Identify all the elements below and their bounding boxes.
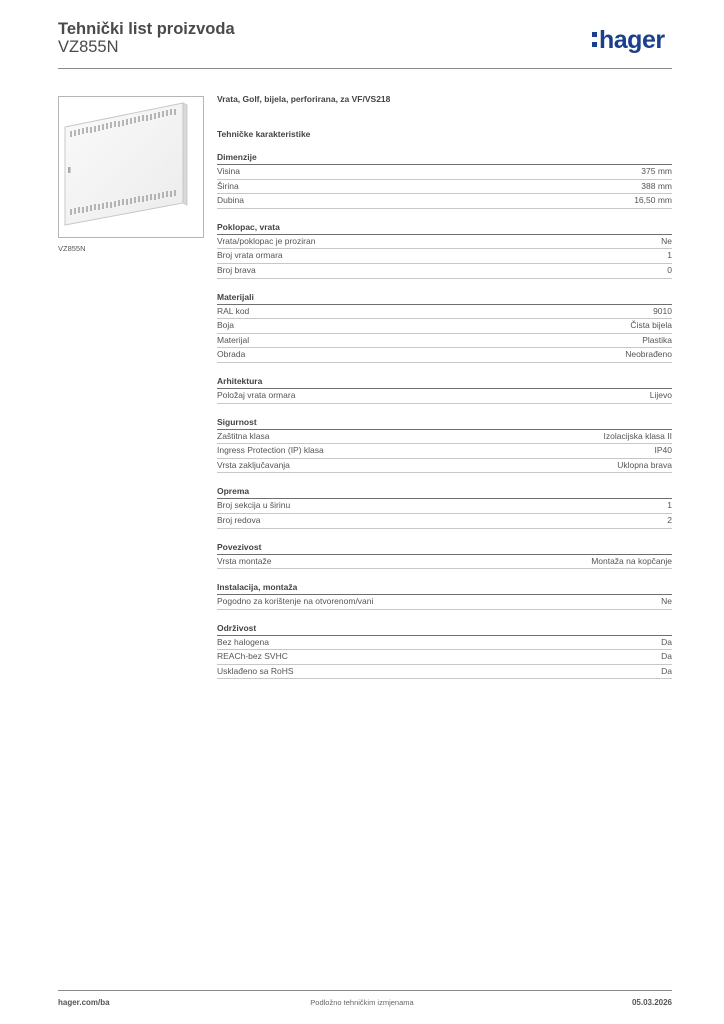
- section-heading: Povezivost: [217, 541, 262, 552]
- spec-panel: [217, 94, 672, 679]
- spec-row: [217, 180, 672, 195]
- spec-label: Materijal: [217, 334, 250, 345]
- section-heading: Dimenzije: [217, 152, 257, 162]
- spec-row: [217, 430, 672, 445]
- spec-label: Usklađeno sa RoHS: [217, 665, 294, 676]
- spec-value: 2: [667, 514, 672, 525]
- spec-row: [217, 636, 672, 651]
- section-heading: Materijali: [217, 291, 254, 302]
- spec-value: Montaža na kopčanje: [591, 555, 672, 566]
- spec-label: Obrada: [217, 349, 246, 360]
- spec-section: [217, 222, 672, 279]
- spec-row: [217, 235, 672, 250]
- spec-value: IP40: [654, 445, 672, 456]
- section-heading: Poklopac, vrata: [217, 221, 280, 232]
- spec-value: 1: [667, 500, 672, 511]
- spec-row: [217, 595, 672, 610]
- spec-section: [217, 542, 672, 570]
- spec-value: Izolacijska klasa II: [603, 430, 672, 441]
- product-description: Vrata, Golf, bijela, perforirana, za VF/VS218: [217, 94, 391, 104]
- spec-label: Širina: [217, 180, 239, 191]
- spec-row: [217, 264, 672, 279]
- product-code: VZ855N: [58, 38, 119, 56]
- spec-label: Broj brava: [217, 264, 256, 275]
- spec-subtitle: Tehničke karakteristike: [217, 129, 311, 139]
- spec-section: [217, 623, 672, 680]
- spec-value: 16,50 mm: [634, 195, 672, 206]
- spec-label: Boja: [217, 320, 235, 331]
- footer-date: 05.03.2026: [631, 998, 672, 1007]
- product-image: [58, 96, 204, 238]
- spec-label: Broj vrata ormara: [217, 250, 283, 261]
- spec-section: [217, 292, 672, 363]
- spec-value: 1: [667, 250, 672, 261]
- footer-divider: [58, 990, 672, 991]
- spec-row: [217, 389, 672, 404]
- spec-label: Vrsta zaključavanja: [217, 459, 290, 470]
- section-heading: Sigurnost: [217, 416, 257, 427]
- section-heading: Arhitektura: [217, 375, 263, 386]
- spec-row: [217, 499, 672, 514]
- spec-row: [217, 444, 672, 459]
- spec-row: [217, 348, 672, 363]
- spec-value: Da: [661, 636, 672, 647]
- spec-label: Dubina: [217, 195, 244, 206]
- spec-section: [217, 152, 672, 209]
- section-heading: Instalacija, montaža: [217, 582, 298, 593]
- spec-label: Položaj vrata ormara: [217, 389, 296, 400]
- spec-value: Da: [661, 651, 672, 662]
- spec-sections: [217, 152, 672, 679]
- spec-label: Vrata/poklopac je proziran: [217, 235, 316, 246]
- footer-website: hager.com/ba: [58, 998, 110, 1007]
- spec-label: Visina: [217, 166, 240, 176]
- spec-row: [217, 249, 672, 264]
- spec-label: Pogodno za korištenje na otvorenom/vani: [217, 596, 374, 607]
- spec-section: [217, 376, 672, 404]
- spec-value: Čista bijela: [630, 320, 672, 331]
- spec-row: [217, 459, 672, 474]
- spec-section: [217, 582, 672, 610]
- hager-logo: [592, 28, 665, 53]
- section-heading: Održivost: [217, 622, 257, 633]
- spec-value: 388 mm: [641, 180, 672, 191]
- logo-text: hager: [599, 26, 665, 54]
- spec-value: Ne: [661, 235, 672, 246]
- logo-dots-icon: [592, 32, 597, 52]
- spec-label: Broj sekcija u širinu: [217, 500, 291, 511]
- header-divider: [58, 68, 672, 69]
- spec-value: Neobrađeno: [625, 349, 672, 360]
- spec-row: [217, 165, 672, 180]
- section-heading: Oprema: [217, 486, 250, 497]
- spec-value: 0: [667, 264, 672, 275]
- spec-row: [217, 665, 672, 680]
- spec-row: [217, 194, 672, 209]
- spec-section: [217, 417, 672, 474]
- spec-value: Da: [661, 665, 672, 676]
- spec-row: [217, 514, 672, 529]
- spec-label: REACh-bez SVHC: [217, 651, 288, 662]
- spec-section: [217, 486, 672, 528]
- footer-notice: Podložno tehničkim izmjenama: [310, 998, 414, 1007]
- spec-value: Ne: [661, 596, 672, 607]
- spec-label: Vrsta montaže: [217, 555, 272, 566]
- spec-label: Zaštitna klasa: [217, 430, 270, 441]
- spec-value: 375 mm: [641, 166, 672, 176]
- product-image-caption: VZ855N: [58, 244, 86, 253]
- spec-row: [217, 305, 672, 320]
- spec-label: Ingress Protection (IP) klasa: [217, 445, 324, 456]
- door-panel-icon: [59, 97, 203, 237]
- spec-value: 9010: [653, 305, 672, 316]
- spec-label: Broj redova: [217, 514, 261, 525]
- spec-row: [217, 319, 672, 334]
- spec-value: Plastika: [642, 334, 672, 345]
- spec-row: [217, 555, 672, 570]
- document-title: Tehnički list proizvoda: [58, 20, 235, 38]
- spec-value: Lijevo: [649, 389, 672, 400]
- spec-value: Uklopna brava: [617, 459, 672, 470]
- spec-row: [217, 650, 672, 665]
- spec-label: Bez halogena: [217, 636, 269, 647]
- spec-label: RAL kod: [217, 305, 250, 316]
- spec-row: [217, 334, 672, 349]
